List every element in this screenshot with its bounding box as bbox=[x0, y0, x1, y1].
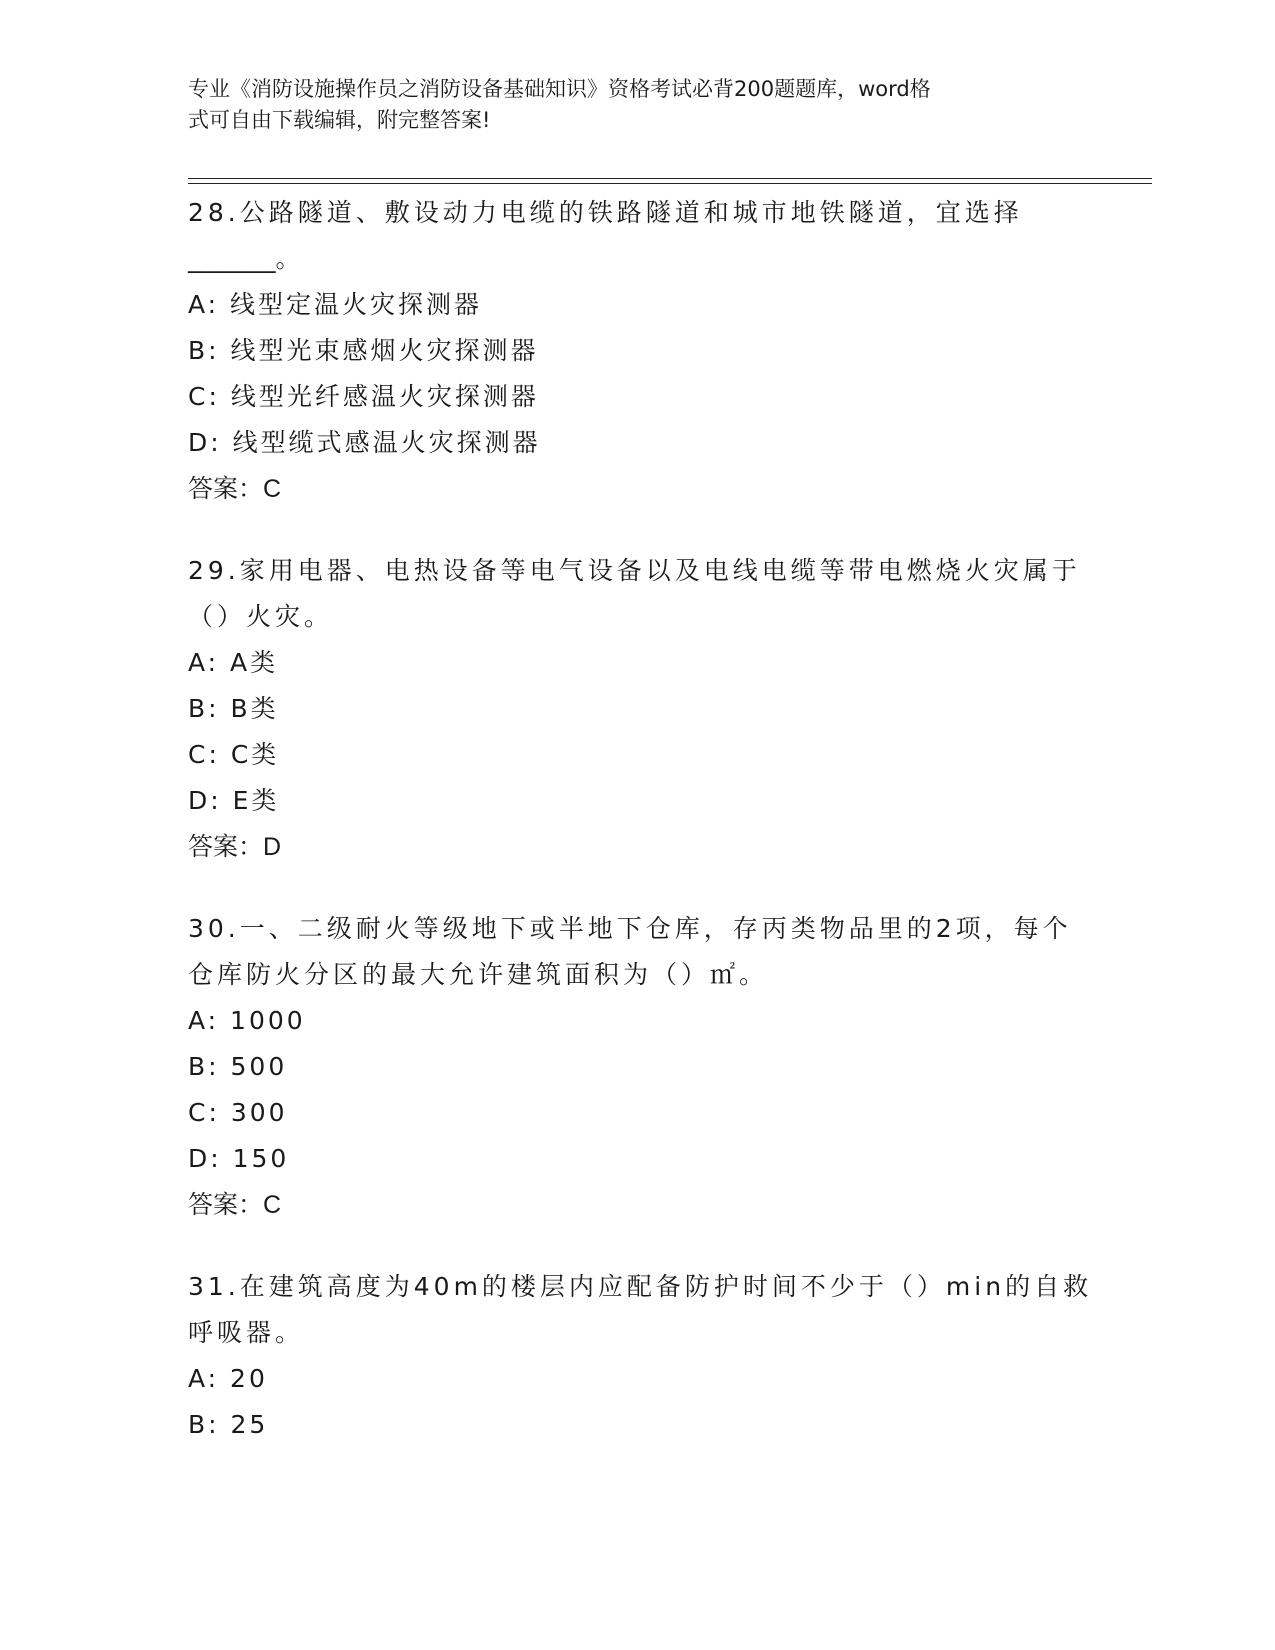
answer: 答案：C bbox=[188, 475, 282, 503]
option-b: B: B类 bbox=[188, 694, 279, 723]
option-a: A: 1000 bbox=[188, 1006, 306, 1035]
question-list bbox=[188, 190, 1093, 1484]
question-stem: 仓库防火分区的最大允许建筑面积为（）㎡。 bbox=[188, 960, 769, 989]
question-stem: 29.家用电器、电热设备等电气设备以及电线电缆等带电燃烧火灾属于 bbox=[188, 556, 1081, 585]
option-a: A: 20 bbox=[188, 1364, 268, 1393]
header-line-2: 式可自由下载编辑，附完整答案! bbox=[188, 108, 491, 132]
option-c: C: C类 bbox=[188, 740, 280, 769]
document-header bbox=[188, 74, 1068, 136]
header-divider-top bbox=[188, 178, 1152, 179]
question-28 bbox=[188, 190, 1088, 512]
question-30 bbox=[188, 906, 1088, 1228]
option-c: C: 300 bbox=[188, 1098, 288, 1127]
question-stem: 30.一、二级耐火等级地下或半地下仓库，存丙类物品里的2项，每个 bbox=[188, 914, 1072, 943]
question-stem: 28.公路隧道、敷设动力电缆的铁路隧道和城市地铁隧道，宜选择 bbox=[188, 198, 1023, 227]
question-31 bbox=[188, 1264, 1093, 1448]
answer: 答案：D bbox=[188, 833, 282, 861]
option-c: C: 线型光纤感温火灾探测器 bbox=[188, 382, 539, 411]
option-b: B: 500 bbox=[188, 1052, 288, 1081]
option-d: D: E类 bbox=[188, 786, 280, 815]
question-stem: _______。 bbox=[188, 244, 301, 273]
option-d: D: 150 bbox=[188, 1144, 290, 1173]
question-stem: （）火灾。 bbox=[188, 602, 334, 631]
option-b: B: 线型光束感烟火灾探测器 bbox=[188, 336, 539, 365]
option-a: A: 线型定温火灾探测器 bbox=[188, 290, 483, 319]
option-b: B: 25 bbox=[188, 1410, 269, 1439]
option-d: D: 线型缆式感温火灾探测器 bbox=[188, 428, 541, 457]
question-29 bbox=[188, 548, 1088, 870]
question-stem: 呼吸器。 bbox=[188, 1318, 305, 1347]
option-a: A: A类 bbox=[188, 648, 279, 677]
answer: 答案：C bbox=[188, 1191, 282, 1219]
header-line-1: 专业《消防设施操作员之消防设备基础知识》资格考试必背200题题库，word格 bbox=[188, 77, 931, 101]
header-divider-bottom bbox=[188, 183, 1152, 184]
question-stem: 31.在建筑高度为40m的楼层内应配备防护时间不少于（）min的自救 bbox=[188, 1272, 1093, 1301]
